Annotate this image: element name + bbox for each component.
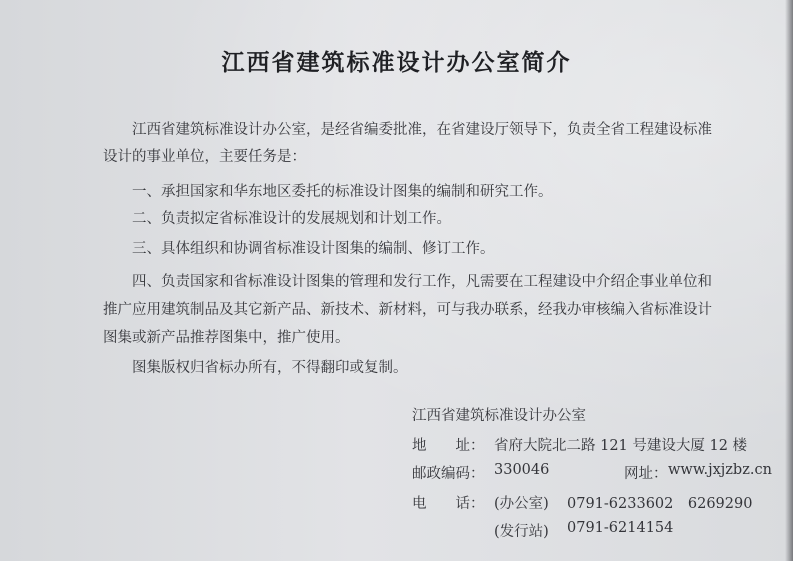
postcode-value: 330046 (494, 462, 550, 478)
intro-line-1: 江西省建筑标准设计办公室，是经省编委批准，在省建设厅领导下，负责全省工程建设标准 (132, 122, 712, 138)
address-value: 省府大院北二路 121 号建设大厦 12 楼 (494, 438, 748, 454)
address-label: 地 址： (412, 438, 485, 454)
website-label: 网址： (624, 466, 668, 482)
phone-label: 电 话： (412, 496, 485, 512)
phone-office-value: 0791-6233602 6269290 (567, 496, 753, 512)
intro-line-2: 设计的事业单位，主要任务是： (103, 149, 306, 165)
postcode-label: 邮政编码： (412, 466, 485, 482)
task-item-1: 一、承担国家和华东地区委托的标准设计图集的编制和研究工作。 (132, 184, 553, 200)
contact-org-name: 江西省建筑标准设计办公室 (412, 408, 586, 424)
page-title: 江西省建筑标准设计办公室简介 (221, 50, 572, 76)
phone-office-label: (办公室) (494, 496, 549, 512)
phone-issue-value: 0791-6214154 (567, 520, 674, 536)
website-value: www.jxjzbz.cn (668, 462, 772, 478)
copyright-note: 图集版权归省标办所有，不得翻印或复制。 (132, 360, 408, 376)
task-item-4-line-3: 图集或新产品推荐图集中，推广使用。 (103, 330, 350, 346)
task-item-2: 二、负责拟定省标准设计的发展规划和计划工作。 (132, 211, 451, 227)
task-item-4-line-1: 四、负责国家和省标准设计图集的管理和发行工作，凡需要在工程建设中介绍企事业单位和 (132, 274, 712, 290)
task-item-4-line-2: 推广应用建筑制品及其它新产品、新技术、新材料，可与我办联系，经我办审核编入省标准设计 (103, 302, 712, 318)
phone-issue-label: (发行站) (494, 524, 549, 540)
page-edge-shadow (785, 0, 793, 561)
task-item-3: 三、具体组织和协调省标准设计图集的编制、修订工作。 (132, 241, 495, 257)
